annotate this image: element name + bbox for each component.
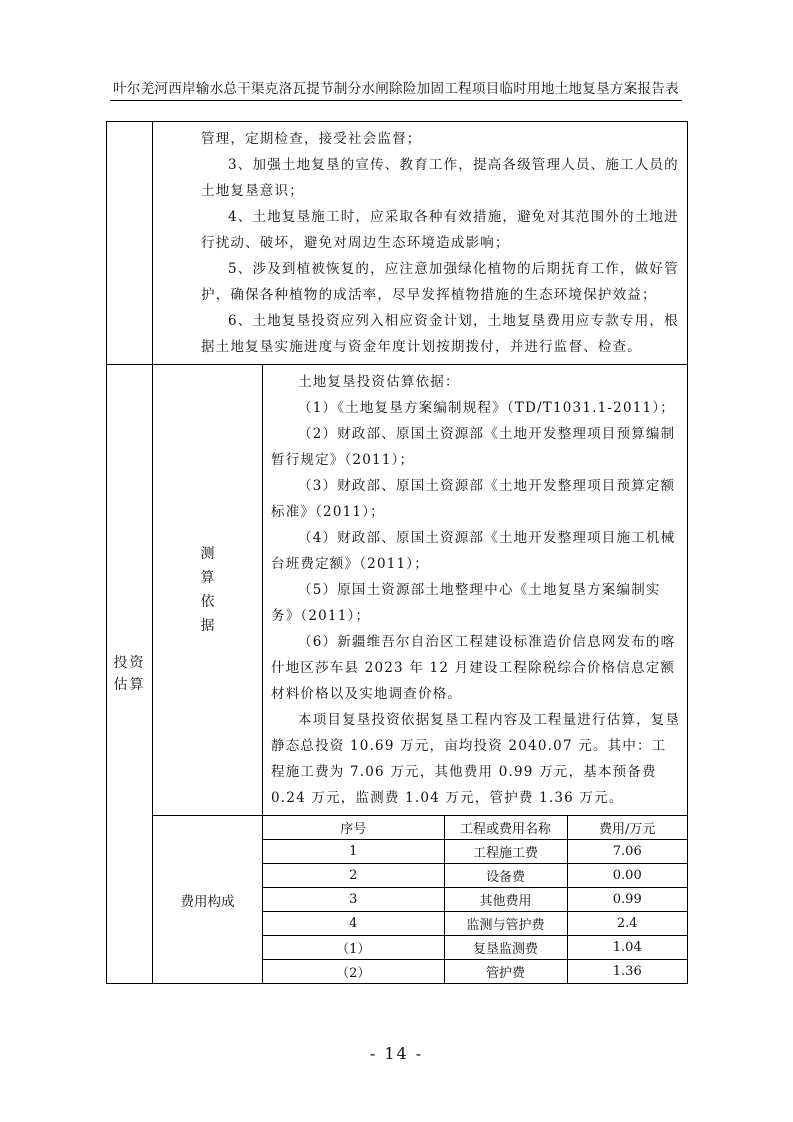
cost-cell: 2	[263, 864, 444, 888]
basis-label-cell	[153, 365, 263, 816]
basis-intro: 土地复垦投资估算依据：	[298, 374, 460, 390]
cost-cell: （1）	[263, 936, 444, 960]
cost-cell: 4	[263, 912, 444, 936]
cost-label: 费用构成	[153, 816, 263, 984]
table-row	[263, 960, 687, 984]
cost-cell: 7.06	[567, 840, 687, 864]
basis-item: （1）《土地复垦方案编制规程》（TD/T1031.1-2011）；	[298, 400, 675, 416]
basis-row	[107, 365, 688, 816]
basis-label-char: 算	[200, 570, 215, 586]
page-header: 叶尔羌河西岸输水总干渠克洛瓦提节制分水闸除险加固工程项目临时用地土地复垦方案报告表	[110, 77, 682, 101]
cost-table-header	[263, 816, 687, 840]
basis-item: （4）财政部、原国土资源部《土地开发整理项目施工机械台班费定额》（2011）；	[271, 530, 676, 572]
basis-label-char: 依	[200, 594, 215, 610]
table-row	[263, 864, 687, 888]
cost-table-cell	[263, 816, 688, 984]
measures-line: 管理，定期检查，接受社会监督；	[201, 131, 422, 147]
basis-item: （5）原国土资源部土地整理中心《土地复垦方案编制实务》（2011）；	[271, 582, 661, 624]
measures-line: 3、加强土地复垦的宣传、教育工作，提高各级管理人员、施工人员的土地复垦意识；	[201, 157, 679, 199]
measures-line: 5、涉及到植被恢复的，应注意加强绿化植物的后期抚育工作，做好管护，确保各种植物的成活率，尽早发挥植物措施的生态环境保护效益；	[201, 261, 679, 303]
measures-row	[107, 122, 688, 365]
investment-summary: 本项目复垦投资依据复垦工程内容及工程量进行估算，复垦静态总投资 10.69 万元，亩均投资 2040.07 元。其中：工程施工费为 7.06 万元，其他费用 0.99 万元，基本预备费 0.24 万元，监测费 1.04 万元，管护费 1.36 万元。	[271, 712, 681, 806]
cost-cell: 工程施工费	[444, 840, 567, 864]
cost-cell: 1	[263, 840, 444, 864]
cost-cell: 2.4	[567, 912, 687, 936]
cost-cell: 0.99	[567, 888, 687, 912]
cost-header-cell: 工程或费用名称	[444, 816, 567, 840]
basis-item: （3）财政部、原国土资源部《土地开发整理项目预算定额标准》（2011）；	[271, 478, 676, 520]
table-row	[263, 936, 687, 960]
cost-cell: 其他费用	[444, 888, 567, 912]
table-row	[263, 840, 687, 864]
report-table	[106, 121, 688, 984]
cost-cell: 监测与管护费	[444, 912, 567, 936]
cost-table	[263, 816, 687, 983]
section-label-line: 投资	[113, 655, 146, 671]
table-row	[263, 912, 687, 936]
measures-line: 4、土地复垦施工时，应采取各种有效措施，避免对其范围外的土地进行扰动、破坏，避免对周边生态环境造成影响；	[201, 209, 679, 251]
measures-cell	[153, 122, 688, 365]
cost-cell: 复垦监测费	[444, 936, 567, 960]
cost-cell: 0.00	[567, 864, 687, 888]
cost-cell: （2）	[263, 960, 444, 984]
basis-label-char: 据	[200, 618, 215, 634]
investment-section-label	[107, 365, 153, 984]
cost-cell: 3	[263, 888, 444, 912]
cost-header-cell: 费用/万元	[567, 816, 687, 840]
table-row	[263, 888, 687, 912]
page-number: - 14 -	[369, 1044, 424, 1063]
basis-item: （2）财政部、原国土资源部《土地开发整理项目预算编制暂行规定》（2011）；	[271, 426, 676, 468]
cost-header-cell: 序号	[263, 816, 444, 840]
section-label-line: 估算	[113, 677, 146, 693]
cost-cell: 设备费	[444, 864, 567, 888]
measures-left-cell	[107, 122, 153, 365]
cost-cell: 1.36	[612, 964, 642, 979]
cost-row	[107, 816, 688, 984]
basis-label-char: 测	[200, 546, 215, 562]
measures-line: 6、土地复垦投资应列入相应资金计划，土地复垦费用应专款专用，根据土地复垦实施进度与资金年度计划按期拨付，并进行监督、检查。	[201, 313, 679, 355]
cost-cell: 管护费	[444, 960, 567, 984]
basis-content-cell	[263, 365, 688, 816]
basis-item: （6）新疆维吾尔自治区工程建设标准造价信息网发布的喀什地区莎车县 2023 年 12 月建设工程除税综合价格信息定额材料价格以及实地调查价格。	[271, 634, 676, 702]
cost-cell: 1.04	[567, 936, 687, 960]
